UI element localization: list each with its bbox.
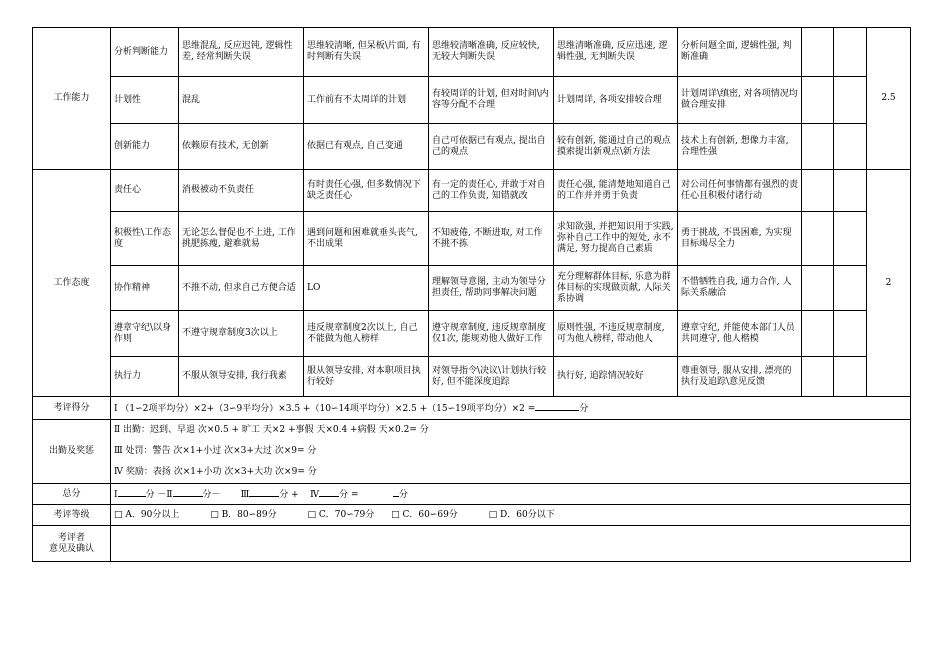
level-cell: 较有创新, 能通过自己的观点摸索提出新观点\新方法 [554,124,678,170]
confirm-label-line2: 意见及确认 [48,543,94,554]
evaluation-score-label: 考评得分 [33,397,111,420]
level-cell: 有时责任心强, 但多数情况下缺乏责任心 [304,170,429,212]
reward-line: Ⅳ 奖励：表扬 次×1+小功 次×3+大功 次×9= 分 [114,467,317,477]
total-part-5: 分 + [279,490,299,500]
self-score-cell[interactable] [802,266,834,311]
confirm-label-line1: 考评者 [57,532,85,543]
level-cell: 不服从领导安排, 我行我素 [179,357,304,397]
grade-option-a[interactable]: □ A．90分以上 [114,509,180,520]
level-cell: 思维混乱, 反应迟钝, 逻辑性差, 经常判断失误 [179,28,304,77]
attendance-label: 出勤及奖惩 [33,420,111,484]
grade-option-b[interactable]: □ B．80∽89分 [210,509,277,520]
level-cell: 思维清晰准确, 反应迅速, 逻辑性强, 无判断失误 [554,28,678,77]
attendance-cell[interactable] [111,420,911,484]
level-cell: 对领导指令\决议\计划执行较好, 但不能深度追踪 [429,357,554,397]
reviewer-score-cell[interactable] [834,266,867,311]
level-cell: LO [304,266,429,311]
reviewer-score-cell[interactable] [834,28,867,77]
table-row [33,212,911,266]
grade-cell [111,505,911,526]
self-score-cell[interactable] [802,212,834,266]
item-label: 遵章守纪\以身作则 [111,311,179,357]
reviewer-score-cell[interactable] [834,77,867,124]
level-cell: 理解领导意图, 主动为领导分担责任, 帮助同事解决问题 [429,266,554,311]
self-score-cell[interactable] [802,170,834,212]
total-part-6: Ⅳ [310,490,320,500]
level-cell: 计划周详\缜密, 对各项情况均做合理安排 [678,77,802,124]
level-cell: 有一定的责任心, 并敢于对自己的工作负责, 知错就改 [429,170,554,212]
confirm-cell[interactable] [111,526,911,562]
level-cell: 工作前有不太周详的计划 [304,77,429,124]
category-attitude: 工作态度 [33,170,111,397]
level-cell: 自己可依据已有观点, 提出自己的观点 [429,124,554,170]
level-cell: 不惜牺牲自我, 通力合作, 人际关系融洽 [678,266,802,311]
table-row [33,124,911,170]
level-cell: 计划周详, 各项安排较合理 [554,77,678,124]
item-label: 积极性\工作态度 [111,212,179,266]
self-score-cell[interactable] [802,77,834,124]
category-ability: 工作能力 [33,28,111,170]
self-score-cell[interactable] [802,124,834,170]
table-row [33,420,911,484]
total-blank-2[interactable] [173,487,203,497]
total-blank-4[interactable] [319,487,339,497]
total-part-4: Ⅲ [240,490,250,500]
total-part-8: 分 [398,490,408,500]
evaluation-form-table [32,27,911,562]
level-cell: 分析问题全面, 逻辑性强, 判断准确 [678,28,802,77]
table-row [33,397,911,420]
total-blank-3[interactable] [249,487,279,497]
reviewer-score-cell[interactable] [834,124,867,170]
level-cell: 责任心强, 能清楚地知道自己的工作并并勇于负责 [554,170,678,212]
item-label: 责任心 [111,170,179,212]
level-cell: 勇于挑战, 不畏困难, 为实现目标竭尽全力 [678,212,802,266]
table-row [33,266,911,311]
total-cell[interactable] [111,484,911,505]
grade-label: 考评等级 [33,505,111,526]
reviewer-score-cell[interactable] [834,357,867,397]
level-cell: 依据已有观点, 自己变通 [304,124,429,170]
level-cell: 服从领导安排, 对本职项目执行较好 [304,357,429,397]
table-row [33,28,911,77]
total-part-3: 分－ [202,490,221,500]
level-cell: 不推不动, 但求自己方便合适 [179,266,304,311]
table-row [33,505,911,526]
table-row [33,311,911,357]
level-cell: 尊重领导, 服从安排, 漂亮的执行及追踪\意见反馈 [678,357,802,397]
level-cell: 遇到问题和困难就垂头丧气, 不出成果 [304,212,429,266]
item-label: 创新能力 [111,124,179,170]
level-cell: 有较周详的计划, 但对时间\内容等分配不合理 [429,77,554,124]
level-cell: 思维较清晰, 但呆板\片面, 有时判断有失误 [304,28,429,77]
item-label: 计划性 [111,77,179,124]
level-cell: 无论怎么督促也不上进, 工作挑肥拣瘦, 避难就易 [179,212,304,266]
total-part-1: Ⅰ [114,490,118,500]
table-row [33,170,911,212]
level-cell: 充分理解群体目标, 乐意为群体目标的实现做贡献, 人际关系协调 [554,266,678,311]
reviewer-score-cell[interactable] [834,170,867,212]
self-score-cell[interactable] [802,311,834,357]
level-cell: 思维较清晰准确, 反应较快, 无较大判断失误 [429,28,554,77]
evaluation-blank[interactable] [535,401,579,411]
table-row [33,484,911,505]
level-cell: 不知疲倦, 不断进取, 对工作不挑不拣 [429,212,554,266]
grade-option-d[interactable]: □ D．60分以下 [488,509,555,520]
level-cell: 遵章守纪, 并能使本部门人员共同遵守, 他人楷模 [678,311,802,357]
evaluation-formula: Ⅰ （1∽2项平均分）×2+（3∽9平均分）×3.5 +（10∽14项平均分）×2.5 +（15∽19项平均分）×2 = [114,404,536,414]
level-cell: 依赖原有技术, 无创新 [179,124,304,170]
level-cell: 违反规章制度2次以上, 自己不能做为他人榜样 [304,311,429,357]
item-label: 分析判断能力 [111,28,179,77]
item-label: 协作精神 [111,266,179,311]
item-label: 执行力 [111,357,179,397]
penalty-line: Ⅲ 处罚：警告 次×1+小过 次×3+大过 次×9= 分 [114,446,317,456]
evaluation-formula-cell[interactable] [111,397,911,420]
attendance-line: Ⅱ 出勤：迟到、早退 次×0.5 + 旷工 天×2 +事假 天×0.4 +病假 天×0.2= 分 [114,425,429,435]
level-cell: 遵守规章制度, 违反规章制度仅1次, 能规劝他人做好工作 [429,311,554,357]
level-cell: 执行好, 追踪情况较好 [554,357,678,397]
attitude-score: 2 [867,170,911,397]
total-blank-1[interactable] [118,487,146,497]
grade-option-c2[interactable]: □ C．60∽69分 [391,509,458,520]
table-row [33,357,911,397]
level-cell: 对公司任何事情都有强烈的责任心且积极付诸行动 [678,170,802,212]
total-part-2: 分 －Ⅱ [145,490,173,500]
level-cell: 技术上有创新, 想像力丰富, 合理性强 [678,124,802,170]
evaluation-unit: 分 [579,404,589,414]
total-label: 总分 [33,484,111,505]
self-score-cell[interactable] [802,357,834,397]
level-cell: 求知欲强, 并把知识用于实践, 弥补自己工作中的短处, 永不满足, 努力提高自己素质 [554,212,678,266]
table-row [33,77,911,124]
self-score-cell[interactable] [802,28,834,77]
confirm-label [33,526,111,562]
grade-option-c1[interactable]: □ C．70∽79分 [307,509,375,520]
reviewer-score-cell[interactable] [834,212,867,266]
reviewer-score-cell[interactable] [834,311,867,357]
level-cell: 原则性强, 不违反规章制度, 可为他人榜样, 带动他人 [554,311,678,357]
ability-score: 2.5 [867,28,911,170]
level-cell: 不遵守规章制度3次以上 [179,311,304,357]
level-cell: 消极被动不负责任 [179,170,304,212]
level-cell: 混乱 [179,77,304,124]
table-row [33,526,911,562]
total-part-7: 分 = [339,490,359,500]
